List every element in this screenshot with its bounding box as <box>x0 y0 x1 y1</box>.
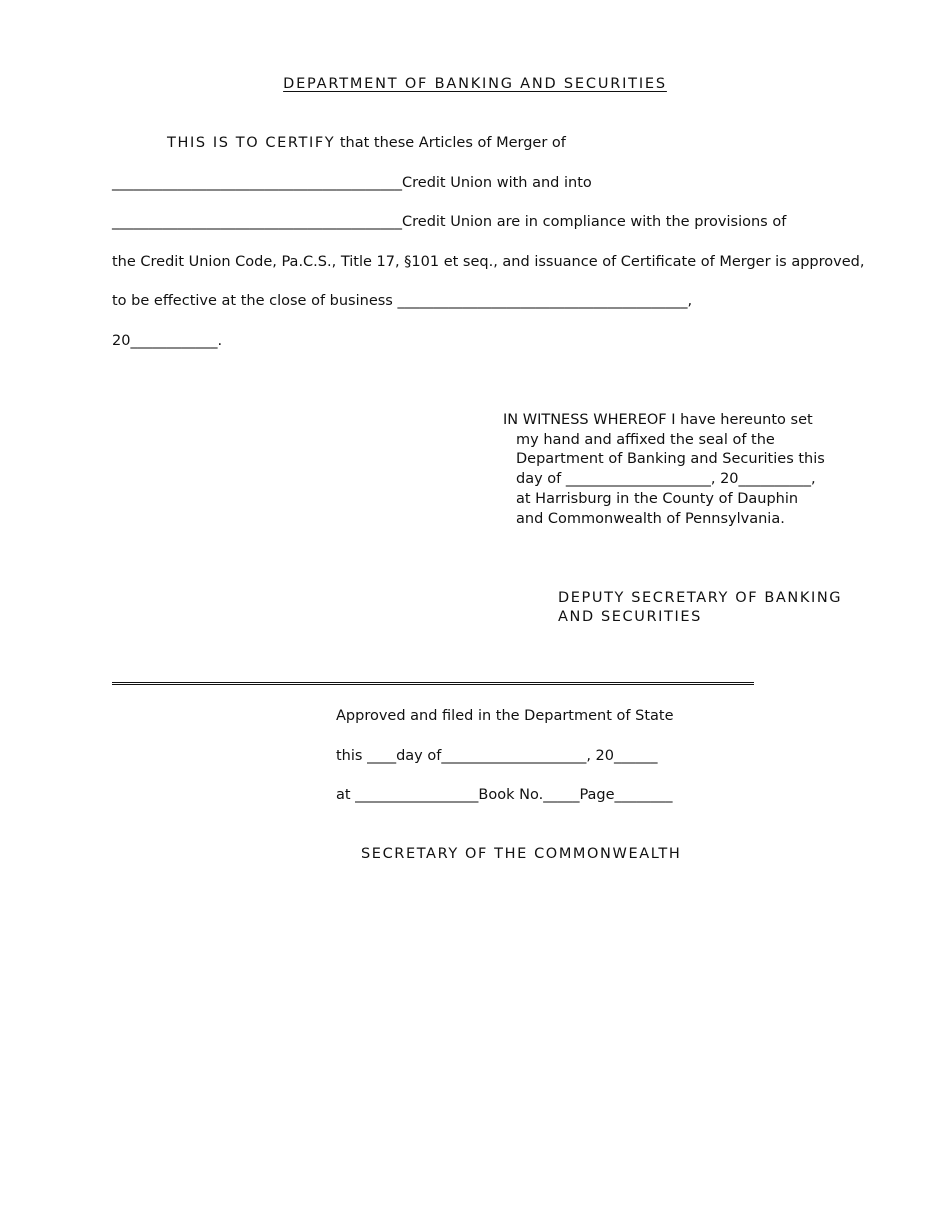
witness-line-1 <box>503 410 813 430</box>
certify-rest: that these Articles of Merger of <box>335 135 566 151</box>
witness-line-5: at Harrisburg in the County of Dauphin <box>516 491 799 507</box>
filing-line-1: Approved and filed in the Department of State <box>336 708 674 724</box>
filing-line-3: at _________________Book No._____Page________ <box>336 787 673 803</box>
section-divider <box>112 682 754 685</box>
page-title: DEPARTMENT OF BANKING AND SECURITIES <box>283 76 667 92</box>
filing-line-2: this ____day of____________________, 20______ <box>336 748 658 764</box>
witness-line-3: Department of Banking and Securities this <box>516 451 825 467</box>
certify-intro <box>167 133 566 153</box>
witness-line-4: day of ____________________, 20__________, <box>516 471 816 487</box>
deputy-secretary-line-1: DEPUTY SECRETARY OF BANKING <box>558 590 843 606</box>
code-compliance-line: the Credit Union Code, Pa.C.S., Title 17, §101 et seq., and issuance of Certificate of Merger is approved, <box>112 254 865 270</box>
deputy-secretary-line-2: AND SECURITIES <box>558 609 702 625</box>
witness-line-2: my hand and affixed the seal of the <box>516 432 775 448</box>
merging-credit-union-line: ________________________________________Credit Union with and into <box>112 175 592 191</box>
surviving-credit-union-line: ________________________________________Credit Union are in compliance with the provisions of <box>112 214 787 230</box>
secretary-commonwealth-signatory: SECRETARY OF THE COMMONWEALTH <box>361 846 682 862</box>
effective-year-line: 20____________. <box>112 333 223 349</box>
witness-line-1-text: IN WITNESS WHEREOF I have hereunto set <box>503 412 813 428</box>
effective-date-line: to be effective at the close of business ________________________________________, <box>112 293 693 309</box>
witness-line-6: and Commonwealth of Pennsylvania. <box>516 511 785 527</box>
certify-caps: THIS IS TO CERTIFY <box>167 135 336 151</box>
